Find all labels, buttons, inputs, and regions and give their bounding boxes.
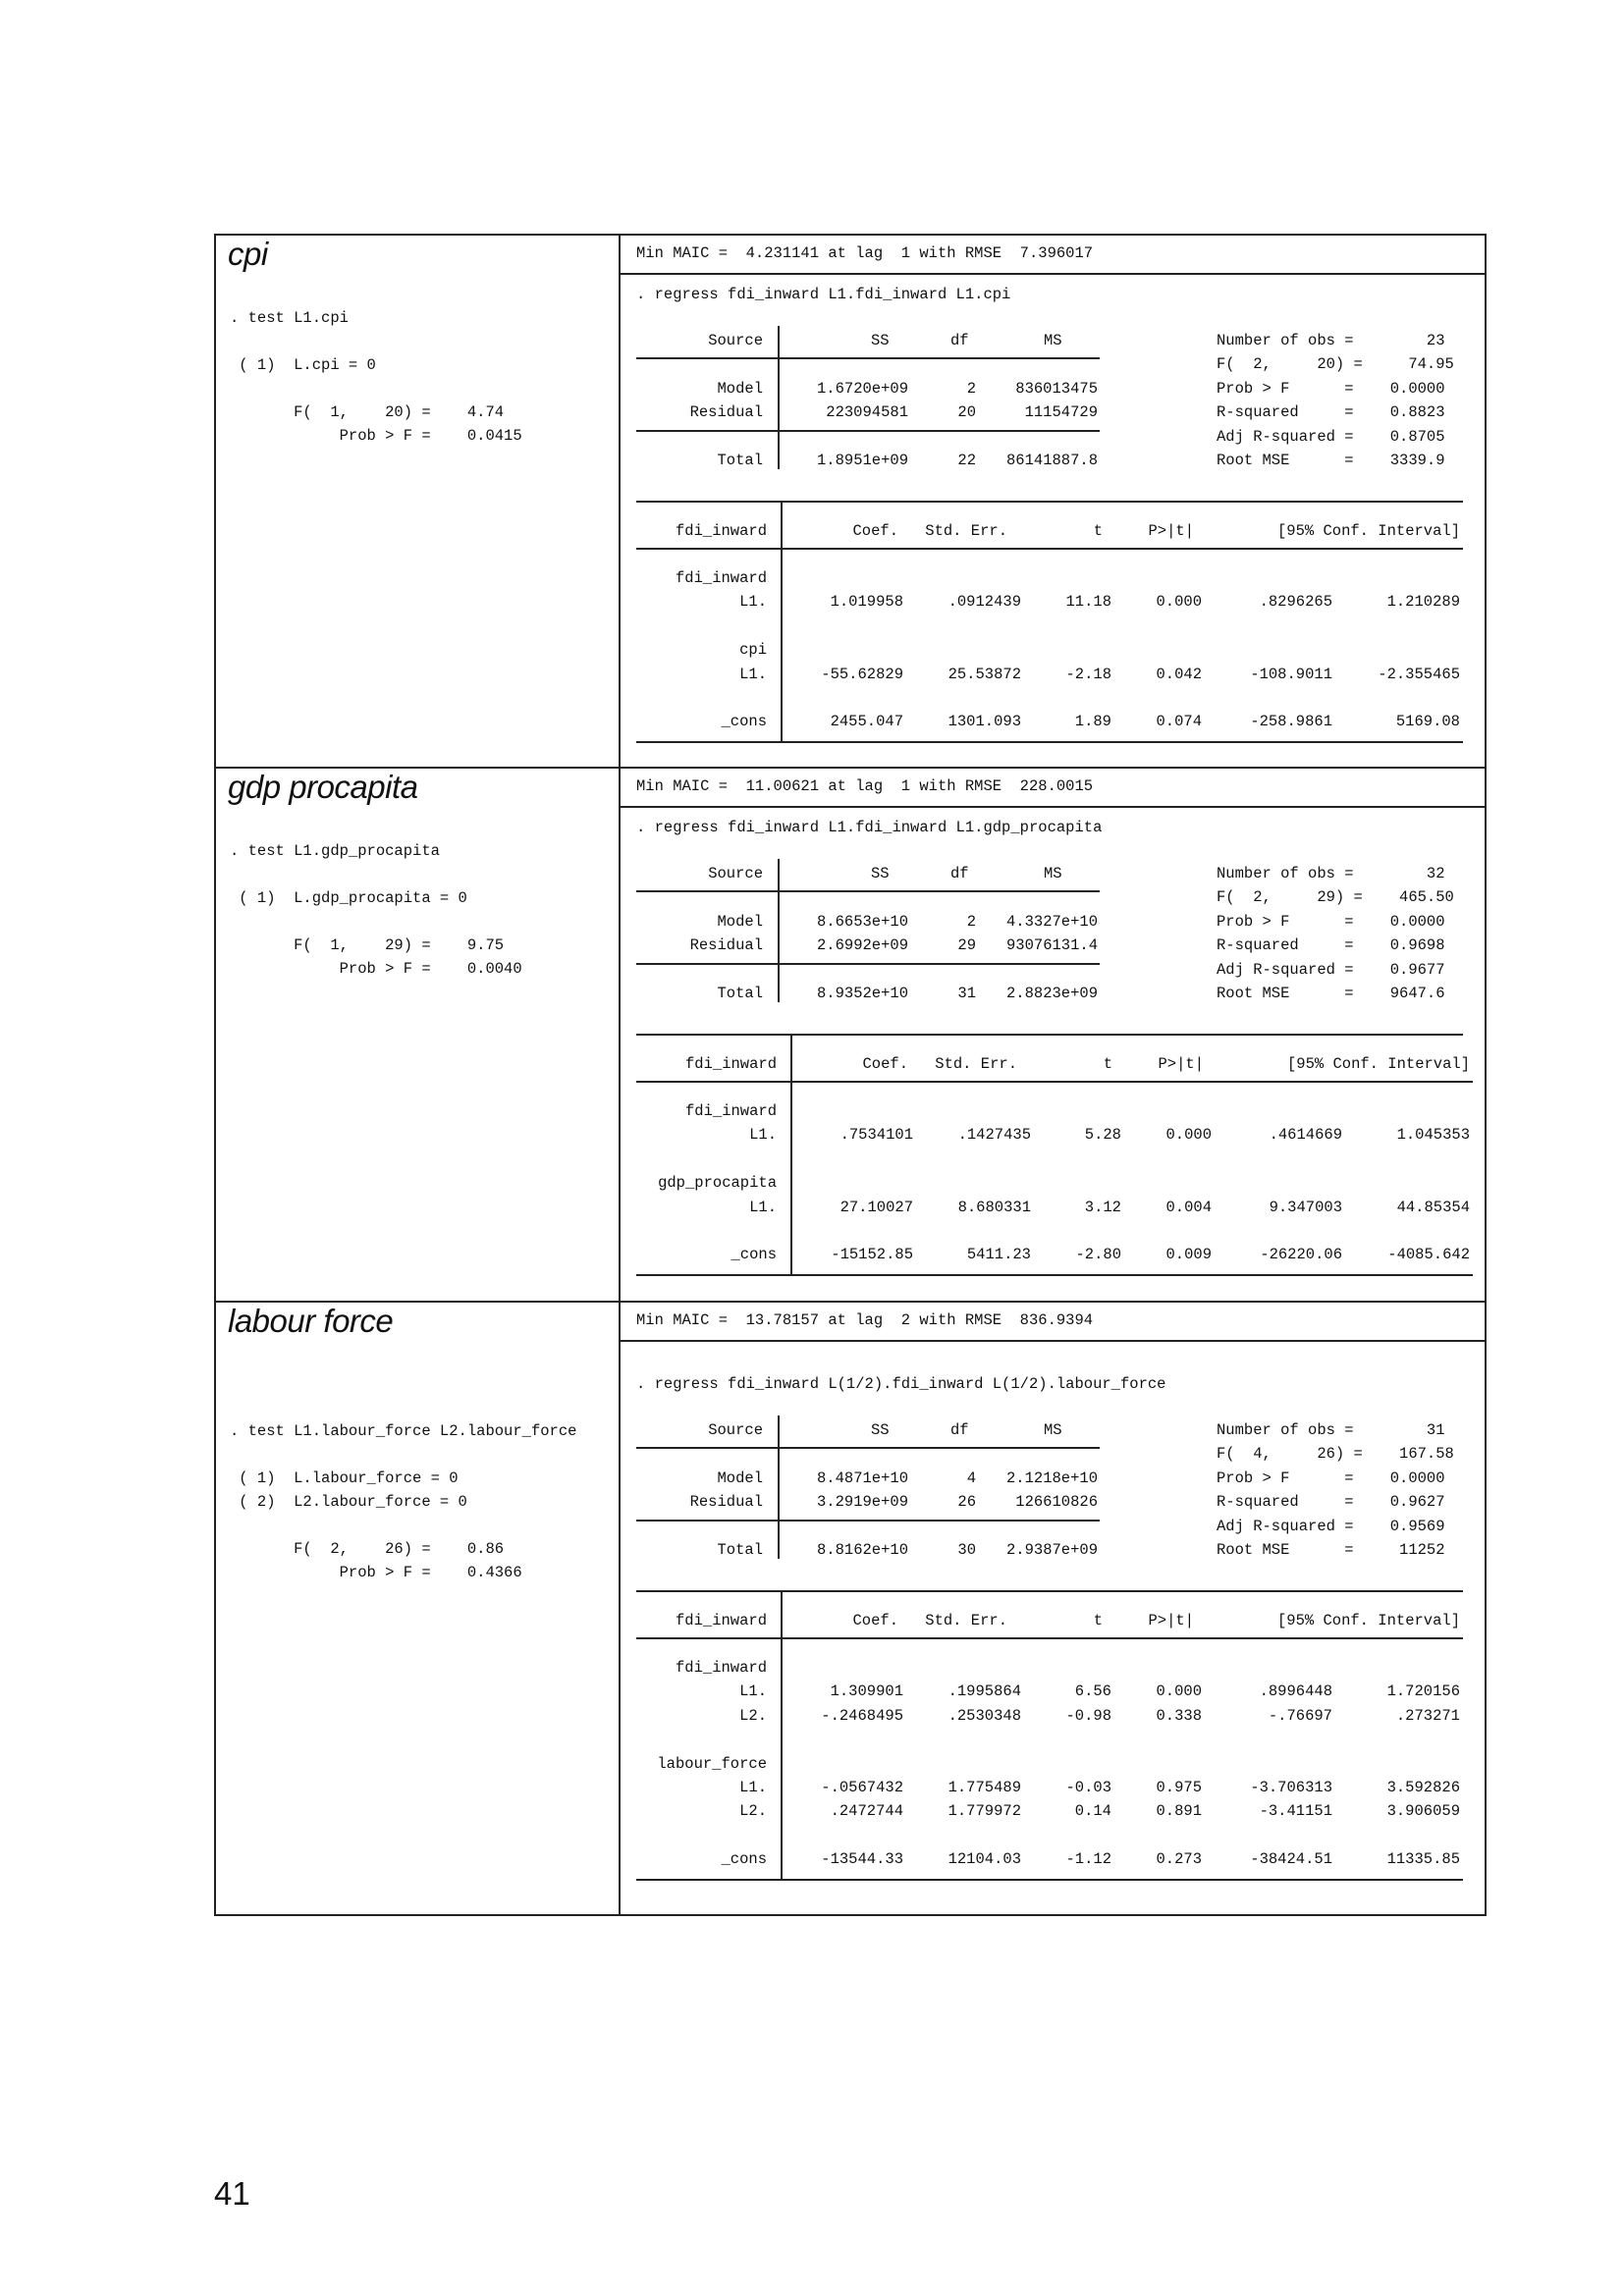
model-stat: Root MSE = 11252 <box>1217 1541 1445 1559</box>
anova-rule <box>636 1447 1100 1449</box>
anova-df: 29 <box>957 936 976 955</box>
coef-col-coef: Coef. <box>852 522 898 540</box>
coef-col-se: Std. Err. <box>925 522 1007 540</box>
model-stat: R-squared = 0.8823 <box>1217 403 1445 422</box>
coef-cell: 27.10027 <box>839 1198 913 1216</box>
anova-df: 2 <box>966 913 976 931</box>
coef-var-label: cpi <box>739 641 767 660</box>
coef-bottom-rule <box>636 1274 1473 1276</box>
frame-top <box>214 234 1487 236</box>
coef-vrule <box>790 1034 792 1274</box>
anova-ms: 2.1218e+10 <box>1005 1469 1098 1487</box>
coef-cell: 1.720156 <box>1386 1682 1460 1701</box>
model-stat: Prob > F = 0.0000 <box>1217 1468 1445 1487</box>
coef-cell: -26220.06 <box>1260 1246 1342 1264</box>
coef-cell: -15152.85 <box>831 1246 913 1264</box>
anova-df: 26 <box>957 1493 976 1512</box>
coef-col-t: t <box>1093 1612 1103 1629</box>
coef-header-rule <box>636 1637 1463 1639</box>
coef-cell: -0.98 <box>1065 1706 1111 1725</box>
anova-rule <box>636 890 1100 892</box>
anova-row-label: Model <box>717 1469 763 1487</box>
maic-underline <box>619 1340 1487 1342</box>
coef-cell: -3.706313 <box>1250 1779 1332 1796</box>
coef-cell: -3.41151 <box>1259 1802 1332 1821</box>
regress-command: . regress fdi_inward L1.fdi_inward L1.cpi <box>636 286 1011 303</box>
coef-var-label: L1. <box>739 593 767 612</box>
coef-cell: .8996448 <box>1259 1682 1332 1701</box>
model-stat: Adj R-squared = 0.9569 <box>1217 1517 1445 1535</box>
anova-col-ms: MS <box>1044 1421 1062 1439</box>
coef-cell: 5169.08 <box>1395 713 1460 731</box>
coef-cell: 1.309901 <box>830 1682 903 1701</box>
model-stat: Prob > F = 0.0000 <box>1217 912 1445 931</box>
anova-col-source: Source <box>708 1421 763 1439</box>
coef-cell: -1.12 <box>1065 1850 1111 1869</box>
coef-bottom-rule <box>636 741 1463 743</box>
coef-col-var: fdi_inward <box>675 522 767 540</box>
anova-ss: 8.4871e+10 <box>816 1469 908 1487</box>
anova-vrule <box>778 1415 780 1559</box>
model-stat: Adj R-squared = 0.9677 <box>1217 960 1445 979</box>
coef-cell: 2455.047 <box>830 713 903 731</box>
coef-cell: 5411.23 <box>966 1246 1031 1264</box>
regress-command: . regress fdi_inward L1.fdi_inward L1.gdp_procapita <box>636 819 1103 836</box>
coef-cell: 1.775489 <box>947 1779 1021 1796</box>
section-heading: cpi <box>228 236 268 272</box>
coef-cell: .2530348 <box>947 1706 1021 1725</box>
coef-top-rule <box>636 1590 1463 1592</box>
coef-cell: 25.53872 <box>947 665 1021 683</box>
coef-col-t: t <box>1093 522 1103 540</box>
coef-col-coef: Coef. <box>862 1055 908 1073</box>
model-stat: Root MSE = 9647.6 <box>1217 985 1445 1002</box>
anova-vrule <box>778 859 780 1002</box>
coef-col-p: P>|t| <box>1158 1055 1204 1073</box>
test-line: F( 2, 26) = 0.86 <box>230 1540 505 1558</box>
test-line: . test L1.gdp_procapita <box>230 842 440 860</box>
anova-total-df: 31 <box>957 985 976 1002</box>
section-heading: gdp procapita <box>228 769 418 805</box>
coef-var-label: fdi_inward <box>675 1659 767 1677</box>
maic-line: Min MAIC = 11.00621 at lag 1 with RMSE 228.0015 <box>636 777 1094 795</box>
anova-total-ms: 86141887.8 <box>1005 452 1098 469</box>
test-line: F( 1, 29) = 9.75 <box>230 936 505 954</box>
coef-cell: 0.14 <box>1074 1802 1111 1821</box>
coef-var-label: L2. <box>739 1802 767 1821</box>
model-stat: Root MSE = 3339.9 <box>1217 452 1445 469</box>
anova-total-ss: 1.8951e+09 <box>816 452 908 469</box>
coef-col-ci: [95% Conf. Interval] <box>1276 1612 1460 1629</box>
coef-var-label: _cons <box>721 713 767 731</box>
coef-var-label: L1. <box>749 1126 777 1145</box>
coef-var-label: L1. <box>739 1682 767 1701</box>
coef-cell: 0.074 <box>1156 713 1202 731</box>
model-stat: R-squared = 0.9698 <box>1217 936 1445 955</box>
anova-col-df: df <box>950 332 969 349</box>
coef-var-label: _cons <box>721 1850 767 1869</box>
coef-cell: 0.000 <box>1165 1126 1212 1145</box>
model-stat: F( 2, 20) = 74.95 <box>1217 355 1454 374</box>
frame-right <box>1485 234 1487 1916</box>
maic-underline <box>619 273 1487 275</box>
coef-vrule <box>781 1590 783 1879</box>
model-stat: Number of obs = 31 <box>1217 1421 1445 1439</box>
anova-total-df: 30 <box>957 1541 976 1559</box>
coef-var-label: labour_force <box>657 1754 767 1773</box>
coef-var-label: L1. <box>739 1779 767 1796</box>
coef-cell: .7534101 <box>839 1126 913 1145</box>
coef-col-se: Std. Err. <box>925 1612 1007 1629</box>
test-line: Prob > F = 0.0415 <box>230 427 522 445</box>
anova-ss: 223094581 <box>826 403 908 422</box>
coef-cell: -.2468495 <box>821 1706 903 1725</box>
maic-underline <box>619 806 1487 808</box>
coef-cell: 1.210289 <box>1386 593 1460 612</box>
coef-col-se: Std. Err. <box>935 1055 1017 1073</box>
coef-cell: 0.000 <box>1156 1682 1202 1701</box>
coef-cell: .2472744 <box>830 1802 903 1821</box>
coef-col-var: fdi_inward <box>684 1055 777 1073</box>
model-stat: F( 4, 26) = 167.58 <box>1217 1445 1454 1464</box>
coef-cell: -4085.642 <box>1387 1246 1470 1264</box>
coef-var-label: fdi_inward <box>675 569 767 587</box>
coef-var-label: _cons <box>731 1246 777 1264</box>
coef-cell: -2.18 <box>1065 665 1111 683</box>
coef-vrule <box>781 501 783 741</box>
anova-ss: 3.2919e+09 <box>816 1493 908 1512</box>
coef-cell: -55.62829 <box>821 665 903 683</box>
anova-col-ss: SS <box>871 865 890 882</box>
coef-cell: 3.906059 <box>1386 1802 1460 1821</box>
maic-line: Min MAIC = 13.78157 at lag 2 with RMSE 836.9394 <box>636 1311 1094 1329</box>
coef-var-label: gdp_procapita <box>658 1174 777 1193</box>
anova-rule <box>636 963 1100 965</box>
coef-cell: -38424.51 <box>1250 1850 1332 1869</box>
anova-ms: 11154729 <box>1024 403 1098 422</box>
frame-bottom <box>214 1914 1487 1916</box>
coef-cell: .4614669 <box>1269 1126 1342 1145</box>
coef-cell: 12104.03 <box>947 1850 1021 1869</box>
coef-cell: 1.779972 <box>947 1802 1021 1821</box>
anova-df: 4 <box>966 1469 976 1487</box>
model-stat: R-squared = 0.9627 <box>1217 1493 1445 1512</box>
coef-cell: 0.273 <box>1156 1850 1202 1869</box>
section-heading: labour force <box>228 1303 394 1339</box>
coef-cell: 1.019958 <box>830 593 903 612</box>
coef-cell: -2.355465 <box>1378 665 1460 683</box>
anova-total-ss: 8.8162e+10 <box>816 1541 908 1559</box>
coef-col-p: P>|t| <box>1148 1612 1194 1629</box>
anova-row-label: Model <box>717 380 763 398</box>
maic-line: Min MAIC = 4.231141 at lag 1 with RMSE 7.396017 <box>636 244 1094 262</box>
model-stat: Number of obs = 32 <box>1217 865 1445 882</box>
coef-header-rule <box>636 1081 1473 1083</box>
anova-df: 20 <box>957 403 976 422</box>
coef-col-t: t <box>1103 1055 1112 1073</box>
anova-total-label: Total <box>717 1541 763 1559</box>
anova-total-ms: 2.8823e+09 <box>1005 985 1098 1002</box>
anova-col-df: df <box>950 865 969 882</box>
anova-rule <box>636 430 1100 432</box>
anova-ms: 126610826 <box>1015 1493 1098 1512</box>
coef-cell: 9.347003 <box>1269 1198 1342 1216</box>
anova-ss: 1.6720e+09 <box>816 380 908 398</box>
anova-ms: 4.3327e+10 <box>1005 913 1098 931</box>
anova-ms: 93076131.4 <box>1005 936 1098 955</box>
anova-row-label: Residual <box>689 403 763 422</box>
coef-cell: .1995864 <box>947 1682 1021 1701</box>
test-line: Prob > F = 0.4366 <box>230 1564 522 1581</box>
coef-cell: .8296265 <box>1259 593 1332 612</box>
model-stat: Number of obs = 23 <box>1217 332 1445 349</box>
coef-cell: 8.680331 <box>957 1198 1031 1216</box>
coef-cell: -.0567432 <box>821 1779 903 1796</box>
coef-cell: 1.89 <box>1074 713 1111 731</box>
coef-cell: 0.042 <box>1156 665 1202 683</box>
model-stat: Adj R-squared = 0.8705 <box>1217 427 1445 446</box>
coef-cell: .1427435 <box>957 1126 1031 1145</box>
coef-col-ci: [95% Conf. Interval] <box>1276 522 1460 540</box>
anova-df: 2 <box>966 380 976 398</box>
coef-col-p: P>|t| <box>1148 522 1194 540</box>
anova-ms: 836013475 <box>1015 380 1098 398</box>
anova-row-label: Model <box>717 913 763 931</box>
test-line: F( 1, 20) = 4.74 <box>230 403 505 421</box>
page-number: 41 <box>214 2175 250 2212</box>
coef-top-rule <box>636 1034 1463 1036</box>
anova-col-source: Source <box>708 332 763 349</box>
anova-total-df: 22 <box>957 452 976 469</box>
coef-cell: 1301.093 <box>947 713 1021 731</box>
anova-total-label: Total <box>717 452 763 469</box>
coef-var-label: L1. <box>739 665 767 683</box>
model-stat: F( 2, 29) = 465.50 <box>1217 888 1454 907</box>
coef-var-label: fdi_inward <box>684 1102 777 1120</box>
coef-cell: 6.56 <box>1074 1682 1111 1701</box>
coef-col-coef: Coef. <box>852 1612 898 1629</box>
coef-cell: 0.009 <box>1165 1246 1212 1264</box>
coef-cell: 44.85354 <box>1396 1198 1470 1216</box>
coef-cell: 0.004 <box>1165 1198 1212 1216</box>
coef-cell: -.76697 <box>1268 1706 1332 1725</box>
coef-top-rule <box>636 501 1463 503</box>
coef-cell: -13544.33 <box>821 1850 903 1869</box>
coef-bottom-rule <box>636 1879 1463 1881</box>
coef-col-var: fdi_inward <box>675 1612 767 1629</box>
coef-cell: 11.18 <box>1065 593 1111 612</box>
anova-col-ms: MS <box>1044 865 1062 882</box>
test-line: ( 1) L.gdp_procapita = 0 <box>230 889 467 907</box>
anova-row-label: Residual <box>689 936 763 955</box>
anova-col-df: df <box>950 1421 969 1439</box>
coef-cell: 5.28 <box>1084 1126 1121 1145</box>
anova-rule <box>636 1520 1100 1522</box>
coef-header-rule <box>636 548 1463 550</box>
anova-vrule <box>778 326 780 469</box>
anova-rule <box>636 357 1100 359</box>
coef-var-label: L2. <box>739 1706 767 1725</box>
coef-cell: -2.80 <box>1075 1246 1121 1264</box>
model-stat: Prob > F = 0.0000 <box>1217 379 1445 398</box>
anova-col-source: Source <box>708 865 763 882</box>
coef-cell: -108.9011 <box>1250 665 1332 683</box>
coef-cell: 0.975 <box>1156 1779 1202 1796</box>
section-separator <box>214 1301 1487 1303</box>
anova-total-label: Total <box>717 985 763 1002</box>
coef-cell: 0.000 <box>1156 593 1202 612</box>
test-line: ( 1) L.labour_force = 0 <box>230 1469 459 1487</box>
coef-cell: .273271 <box>1395 1706 1460 1725</box>
anova-col-ss: SS <box>871 332 890 349</box>
anova-ss: 8.6653e+10 <box>816 913 908 931</box>
frame-left <box>214 234 216 1916</box>
anova-col-ss: SS <box>871 1421 890 1439</box>
coef-cell: -258.9861 <box>1250 713 1332 731</box>
test-line: . test L1.cpi <box>230 309 349 327</box>
coef-var-label: L1. <box>749 1198 777 1216</box>
regress-command: . regress fdi_inward L(1/2).fdi_inward L(1/2).labour_force <box>636 1375 1166 1393</box>
anova-total-ms: 2.9387e+09 <box>1005 1541 1098 1559</box>
test-line: . test L1.labour_force L2.labour_force <box>230 1422 577 1440</box>
test-line: ( 1) L.cpi = 0 <box>230 356 376 374</box>
coef-cell: 0.891 <box>1156 1802 1202 1821</box>
coef-cell: 3.12 <box>1084 1198 1121 1216</box>
coef-cell: 0.338 <box>1156 1706 1202 1725</box>
anova-row-label: Residual <box>689 1493 763 1512</box>
coef-col-ci: [95% Conf. Interval] <box>1286 1055 1470 1073</box>
coef-cell: 11335.85 <box>1386 1850 1460 1869</box>
coef-cell: 1.045353 <box>1396 1126 1470 1145</box>
anova-col-ms: MS <box>1044 332 1062 349</box>
anova-total-ss: 8.9352e+10 <box>816 985 908 1002</box>
coef-cell: 3.592826 <box>1386 1779 1460 1796</box>
anova-ss: 2.6992e+09 <box>816 936 908 955</box>
test-line: Prob > F = 0.0040 <box>230 960 522 978</box>
coef-cell: .0912439 <box>947 593 1021 612</box>
test-line: ( 2) L2.labour_force = 0 <box>230 1493 467 1511</box>
coef-cell: -0.03 <box>1065 1779 1111 1796</box>
